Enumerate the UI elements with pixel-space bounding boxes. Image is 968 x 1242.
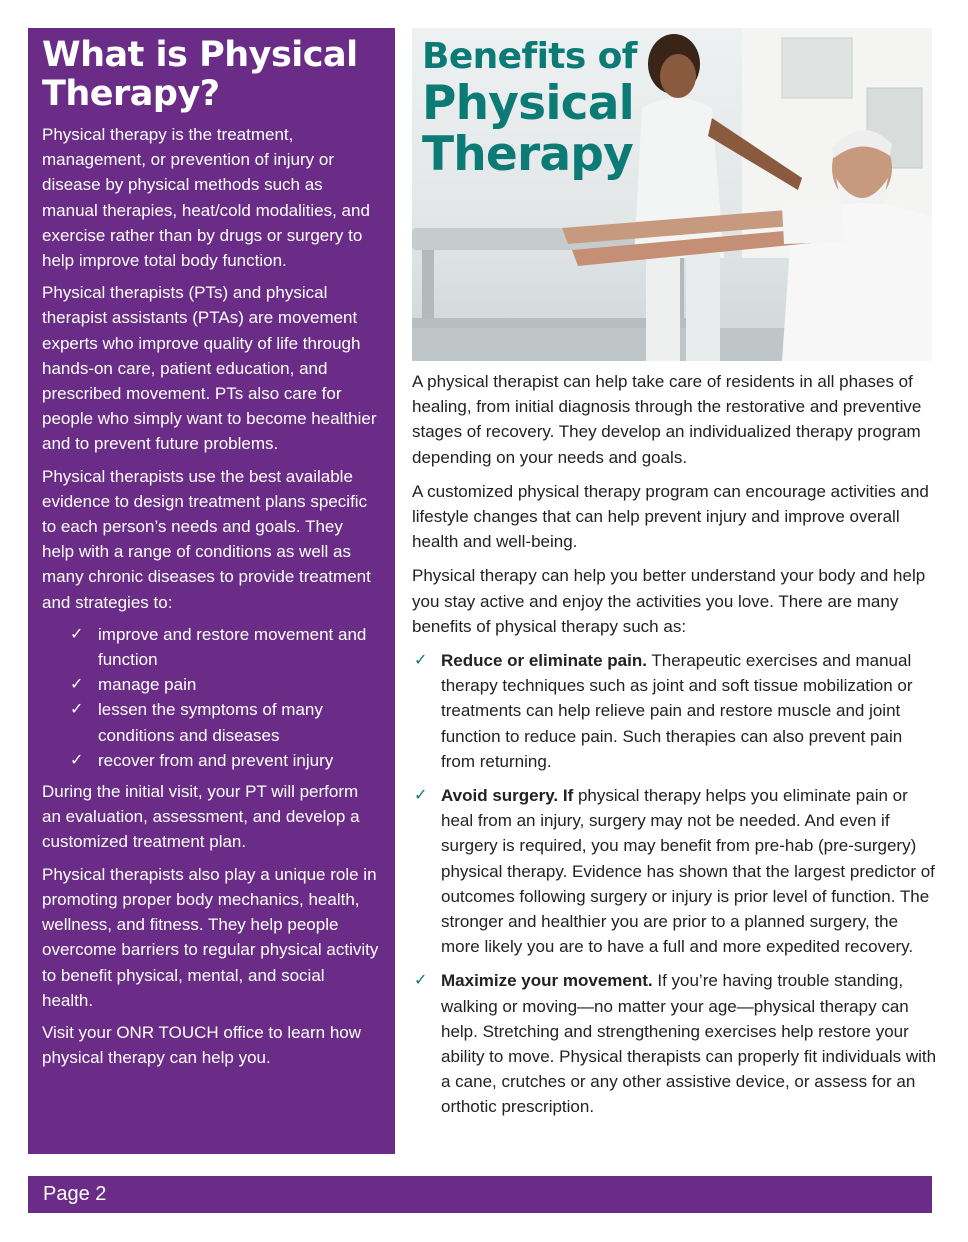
benefit-text: Therapeutic exercises and manual therapy techniques such as joint and soft tissue mobilization or treatments can help relieve pain and restore muscle and joint function to reduce pain. Such therapies can also prevent pain from returning. — [441, 651, 913, 771]
benefit-heading: Reduce or eliminate pain. — [441, 651, 647, 671]
sidebar-paragraph: Physical therapists also play a unique role in promoting proper body mechanics, health, wellness, and fitness. They help people overcome barriers to regular physical activity to benefit physical, mental, and social health. — [42, 864, 379, 1010]
article-paragraph: A physical therapist can help take care of residents in all phases of healing, from initial diagnosis through the restorative and preventive stages of recovery. They develop an individualized therapy program depending on your needs and goals. — [412, 372, 922, 467]
hero-title-line: Therapy — [422, 127, 633, 182]
benefit-text: physical therapy helps you eliminate pain or heal from an injury, surgery may not be needed. And even if surgery is required, you may benefit from pre-hab (pre-surgery) physical therapy. Evidence has shown that the largest predictor of outcomes following surgery or injury is prior level of function. The stronger and healthier you are prior to a planned surgery, the more likely you are to have a full and more expedited recovery. — [441, 786, 935, 957]
article-paragraph: A customized physical therapy program can encourage activities and lifestyle changes that can help prevent injury and improve overall health and well-being. — [412, 481, 929, 552]
sidebar-paragraph: Physical therapists (PTs) and physical therapist assistants (PTAs) are movement experts who improve quality of life through hands-on care, patient education, and prescribed movement. PTs also care for people who simply want to become healthier and to prevent future problems. — [42, 283, 377, 454]
hero-title-line: Physical — [422, 76, 634, 131]
hero-title-line: Benefits of — [422, 36, 637, 77]
benefit-item — [412, 783, 937, 959]
page-footer — [28, 1176, 932, 1213]
checkmark-icon: ✓ — [414, 652, 428, 670]
hero-photo — [412, 28, 932, 361]
article-paragraph: Physical therapy can help you better understand your body and help you stay active and enjoy the activities you love. There are many benefits of physical therapy such as: — [412, 566, 926, 636]
benefit-heading: Avoid surgery. If — [441, 786, 574, 806]
checkmark-icon: ✓ — [70, 701, 84, 719]
list-item-text: lessen the symptoms of many conditions and diseases — [98, 700, 323, 745]
list-item-text: improve and restore movement and function — [98, 624, 367, 670]
benefit-item — [412, 648, 937, 774]
checkmark-icon: ✓ — [70, 676, 84, 694]
checkmark-icon: ✓ — [414, 972, 428, 990]
benefit-text: If you’re having trouble standing, walking or moving—no matter your age—physical therapy can help. Stretching and strengthening exercises help restore your ability to move. Physical therapists can properly fit individuals with a cane, crutches or any other assistive device, or assess for an orthotic prescription. — [441, 971, 937, 1117]
benefit-item — [412, 968, 937, 1119]
hero-title — [422, 36, 637, 180]
sidebar-paragraph: During the initial visit, your PT will perform an evaluation, assessment, and develop a customized treatment plan. — [42, 782, 360, 852]
list-item — [70, 697, 379, 747]
treatment-goals-list — [42, 622, 379, 773]
page-number: Page 2 — [43, 1183, 107, 1205]
sidebar-paragraph: Physical therapy is the treatment, management, or prevention of injury or disease by physical methods such as manual therapies, heat/cold modalities, and exercise rather than by drugs or surgery to help improve total body function. — [42, 125, 370, 271]
list-item — [70, 672, 379, 697]
checkmark-icon: ✓ — [414, 787, 428, 805]
checkmark-icon: ✓ — [70, 625, 84, 643]
what-is-pt-panel — [28, 28, 395, 1154]
sidebar-paragraph: Physical therapists use the best available evidence to design treatment plans specific to each person’s needs and goals. They help with a range of conditions as well as many chronic diseases to provide treatment and strategies to: — [42, 466, 371, 612]
benefit-heading: Maximize your movement. — [441, 971, 653, 991]
checkmark-icon: ✓ — [70, 751, 84, 769]
sidebar-paragraph: Visit your ONR TOUCH office to learn how physical therapy can help you. — [42, 1022, 362, 1068]
list-item — [70, 748, 379, 773]
list-item-text: manage pain — [98, 675, 197, 695]
benefits-article — [412, 369, 937, 1129]
list-item-text: recover from and prevent injury — [98, 750, 334, 770]
list-item — [70, 622, 379, 672]
sidebar-title: What is Physical Therapy? — [42, 35, 358, 114]
benefits-list — [412, 648, 937, 1120]
